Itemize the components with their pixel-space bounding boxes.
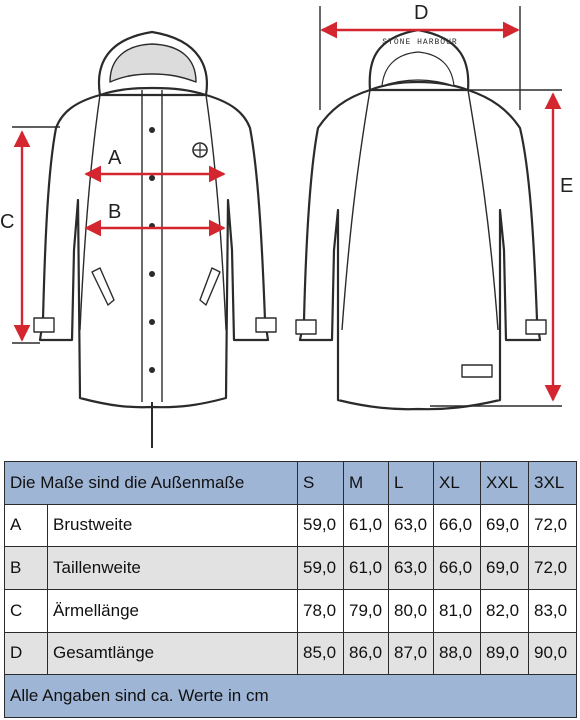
table-title: Die Maße sind die Außenmaße [5,462,298,505]
size-header: M [344,462,389,505]
row-value: 61,0 [344,547,389,590]
row-value: 63,0 [389,504,434,547]
size-header: S [298,462,344,505]
row-value: 87,0 [389,632,434,675]
size-header: XL [434,462,481,505]
row-code: A [5,504,48,547]
row-value: 61,0 [344,504,389,547]
table-row [5,632,577,675]
size-table [4,461,577,718]
front-badge-icon [193,143,207,157]
label-e: E [560,175,574,197]
row-value: 66,0 [434,547,481,590]
row-value: 72,0 [529,547,577,590]
label-d: D [414,2,429,24]
row-value: 69,0 [481,504,529,547]
row-value: 78,0 [298,589,344,632]
table-footer-row [5,675,577,718]
size-header: L [389,462,434,505]
row-value: 72,0 [529,504,577,547]
row-value: 85,0 [298,632,344,675]
label-b: B [108,201,122,223]
row-name: Ärmellänge [48,589,298,632]
row-code: C [5,589,48,632]
row-value: 66,0 [434,504,481,547]
row-value: 90,0 [529,632,577,675]
table-row [5,547,577,590]
table-header-row [5,462,577,505]
row-value: 83,0 [529,589,577,632]
row-value: 79,0 [344,589,389,632]
row-code: B [5,547,48,590]
front-jacket-outline [34,32,276,448]
label-a: A [108,147,122,169]
row-value: 69,0 [481,547,529,590]
row-value: 59,0 [298,504,344,547]
size-header: XXL [481,462,529,505]
row-value: 82,0 [481,589,529,632]
label-c: C [0,211,15,233]
row-value: 89,0 [481,632,529,675]
row-code: D [5,632,48,675]
row-value: 86,0 [344,632,389,675]
row-name: Brustweite [48,504,298,547]
table-row [5,589,577,632]
table-row [5,504,577,547]
table-footnote: Alle Angaben sind ca. Werte in cm [5,675,577,718]
row-value: 81,0 [434,589,481,632]
row-name: Taillenweite [48,547,298,590]
row-value: 63,0 [389,547,434,590]
back-jacket-outline [296,30,546,409]
back-hood-label: STONE HARBOUR [382,38,458,47]
row-name: Gesamtlänge [48,632,298,675]
row-value: 59,0 [298,547,344,590]
row-value: 88,0 [434,632,481,675]
row-value: 80,0 [389,589,434,632]
size-header: 3XL [529,462,577,505]
